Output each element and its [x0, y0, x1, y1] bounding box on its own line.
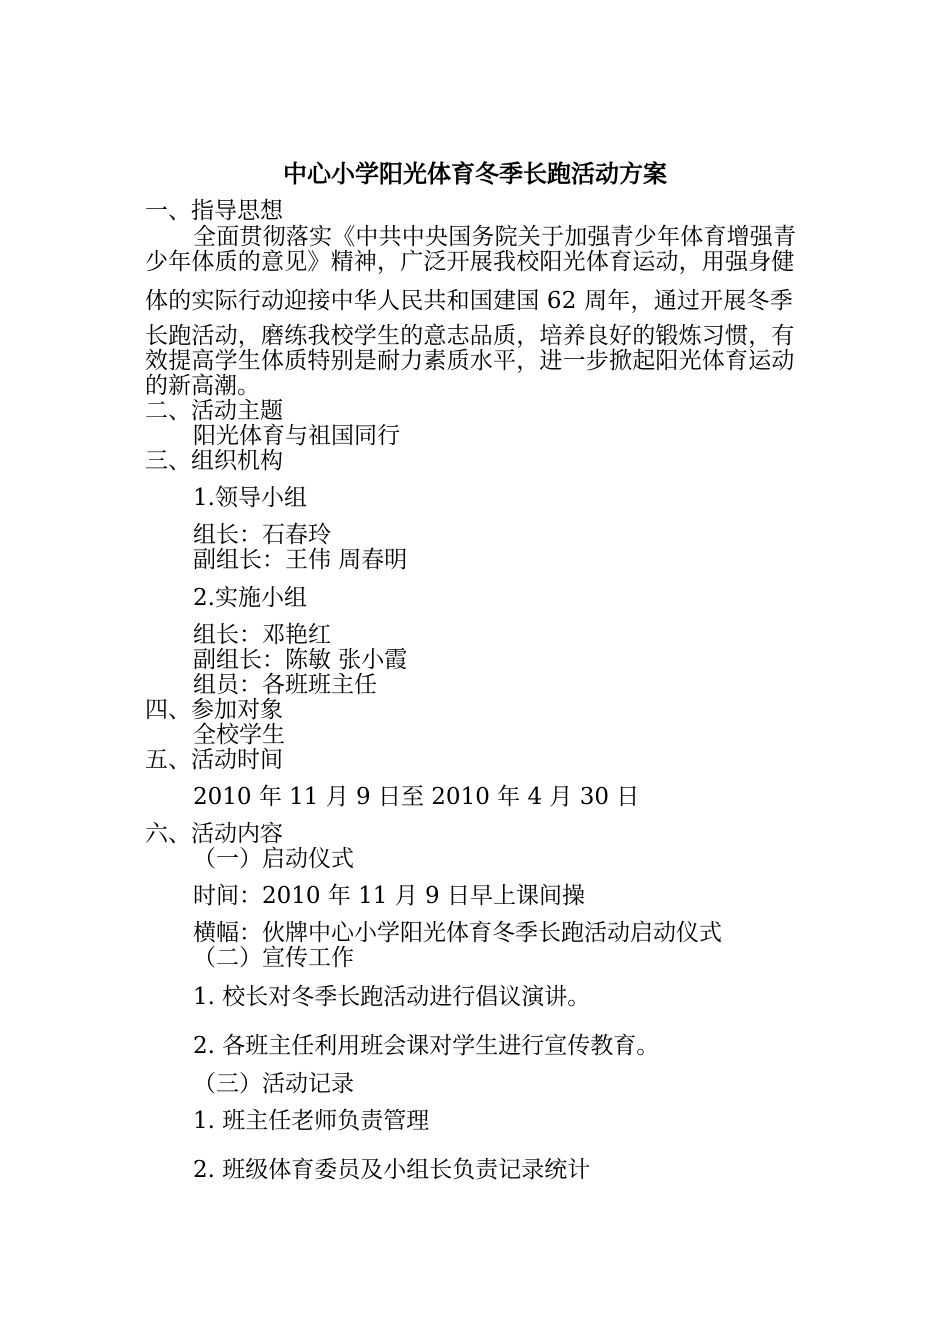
paragraph-line: 少年体质的意见》精神，广泛开展我校阳光体育运动，用强身健 — [145, 249, 795, 275]
records-item: 1. 班主任老师负责管理 — [193, 1108, 430, 1134]
implementation-group-title: 2.实施小组 — [193, 585, 307, 611]
section-heading-content: 六、活动内容 — [145, 821, 283, 847]
launch-ceremony-banner: 横幅：伙牌中心小学阳光体育冬季长跑活动启动仪式 — [193, 920, 722, 946]
leadership-group-title: 1.领导小组 — [193, 485, 307, 511]
section-heading-organization: 三、组织机构 — [145, 448, 283, 474]
participants-text: 全校学生 — [193, 722, 285, 748]
publicity-item: 2. 各班主任利用班会课对学生进行宣传教育。 — [193, 1033, 660, 1059]
subsection-publicity: （二）宣传工作 — [193, 945, 354, 971]
leadership-group-deputy: 副组长：王伟 周春明 — [193, 547, 408, 573]
records-item: 2. 班级体育委员及小组长负责记录统计 — [193, 1157, 591, 1183]
launch-ceremony-time: 时间：2010 年 11 月 9 日早上课间操 — [193, 883, 585, 909]
implementation-group-members: 组员：各班班主任 — [193, 672, 377, 698]
implementation-group-deputy: 副组长：陈敏 张小霞 — [193, 647, 408, 673]
subsection-launch-ceremony: （一）启动仪式 — [193, 846, 354, 872]
leadership-group-leader: 组长：石春玲 — [193, 522, 331, 548]
subsection-activity-records: （三）活动记录 — [193, 1071, 354, 1097]
implementation-group-leader: 组长：邓艳红 — [193, 622, 331, 648]
paragraph-line: 长跑活动，磨练我校学生的意志品质，培养良好的锻炼习惯，有 — [145, 323, 795, 349]
paragraph-line: 效提高学生体质特别是耐力素质水平，进一步掀起阳光体育运动 — [145, 348, 795, 374]
document-title: 中心小学阳光体育冬季长跑活动方案 — [283, 159, 667, 188]
theme-text: 阳光体育与祖国同行 — [193, 423, 400, 449]
activity-time-text: 2010 年 11 月 9 日至 2010 年 4 月 30 日 — [193, 784, 640, 810]
section-heading-guiding-idea: 一、指导思想 — [145, 198, 283, 224]
paragraph-line: 的新高潮。 — [145, 373, 260, 399]
publicity-item: 1. 校长对冬季长跑活动进行倡议演讲。 — [193, 984, 591, 1010]
section-heading-time: 五、活动时间 — [145, 747, 283, 773]
paragraph-line: 全面贯彻落实《中共中央国务院关于加强青少年体育增强青 — [193, 224, 797, 250]
section-heading-theme: 二、活动主题 — [145, 398, 283, 424]
paragraph-line: 体的实际行动迎接中华人民共和国建国 62 周年，通过开展冬季 — [145, 288, 793, 314]
section-heading-participants: 四、参加对象 — [145, 697, 283, 723]
